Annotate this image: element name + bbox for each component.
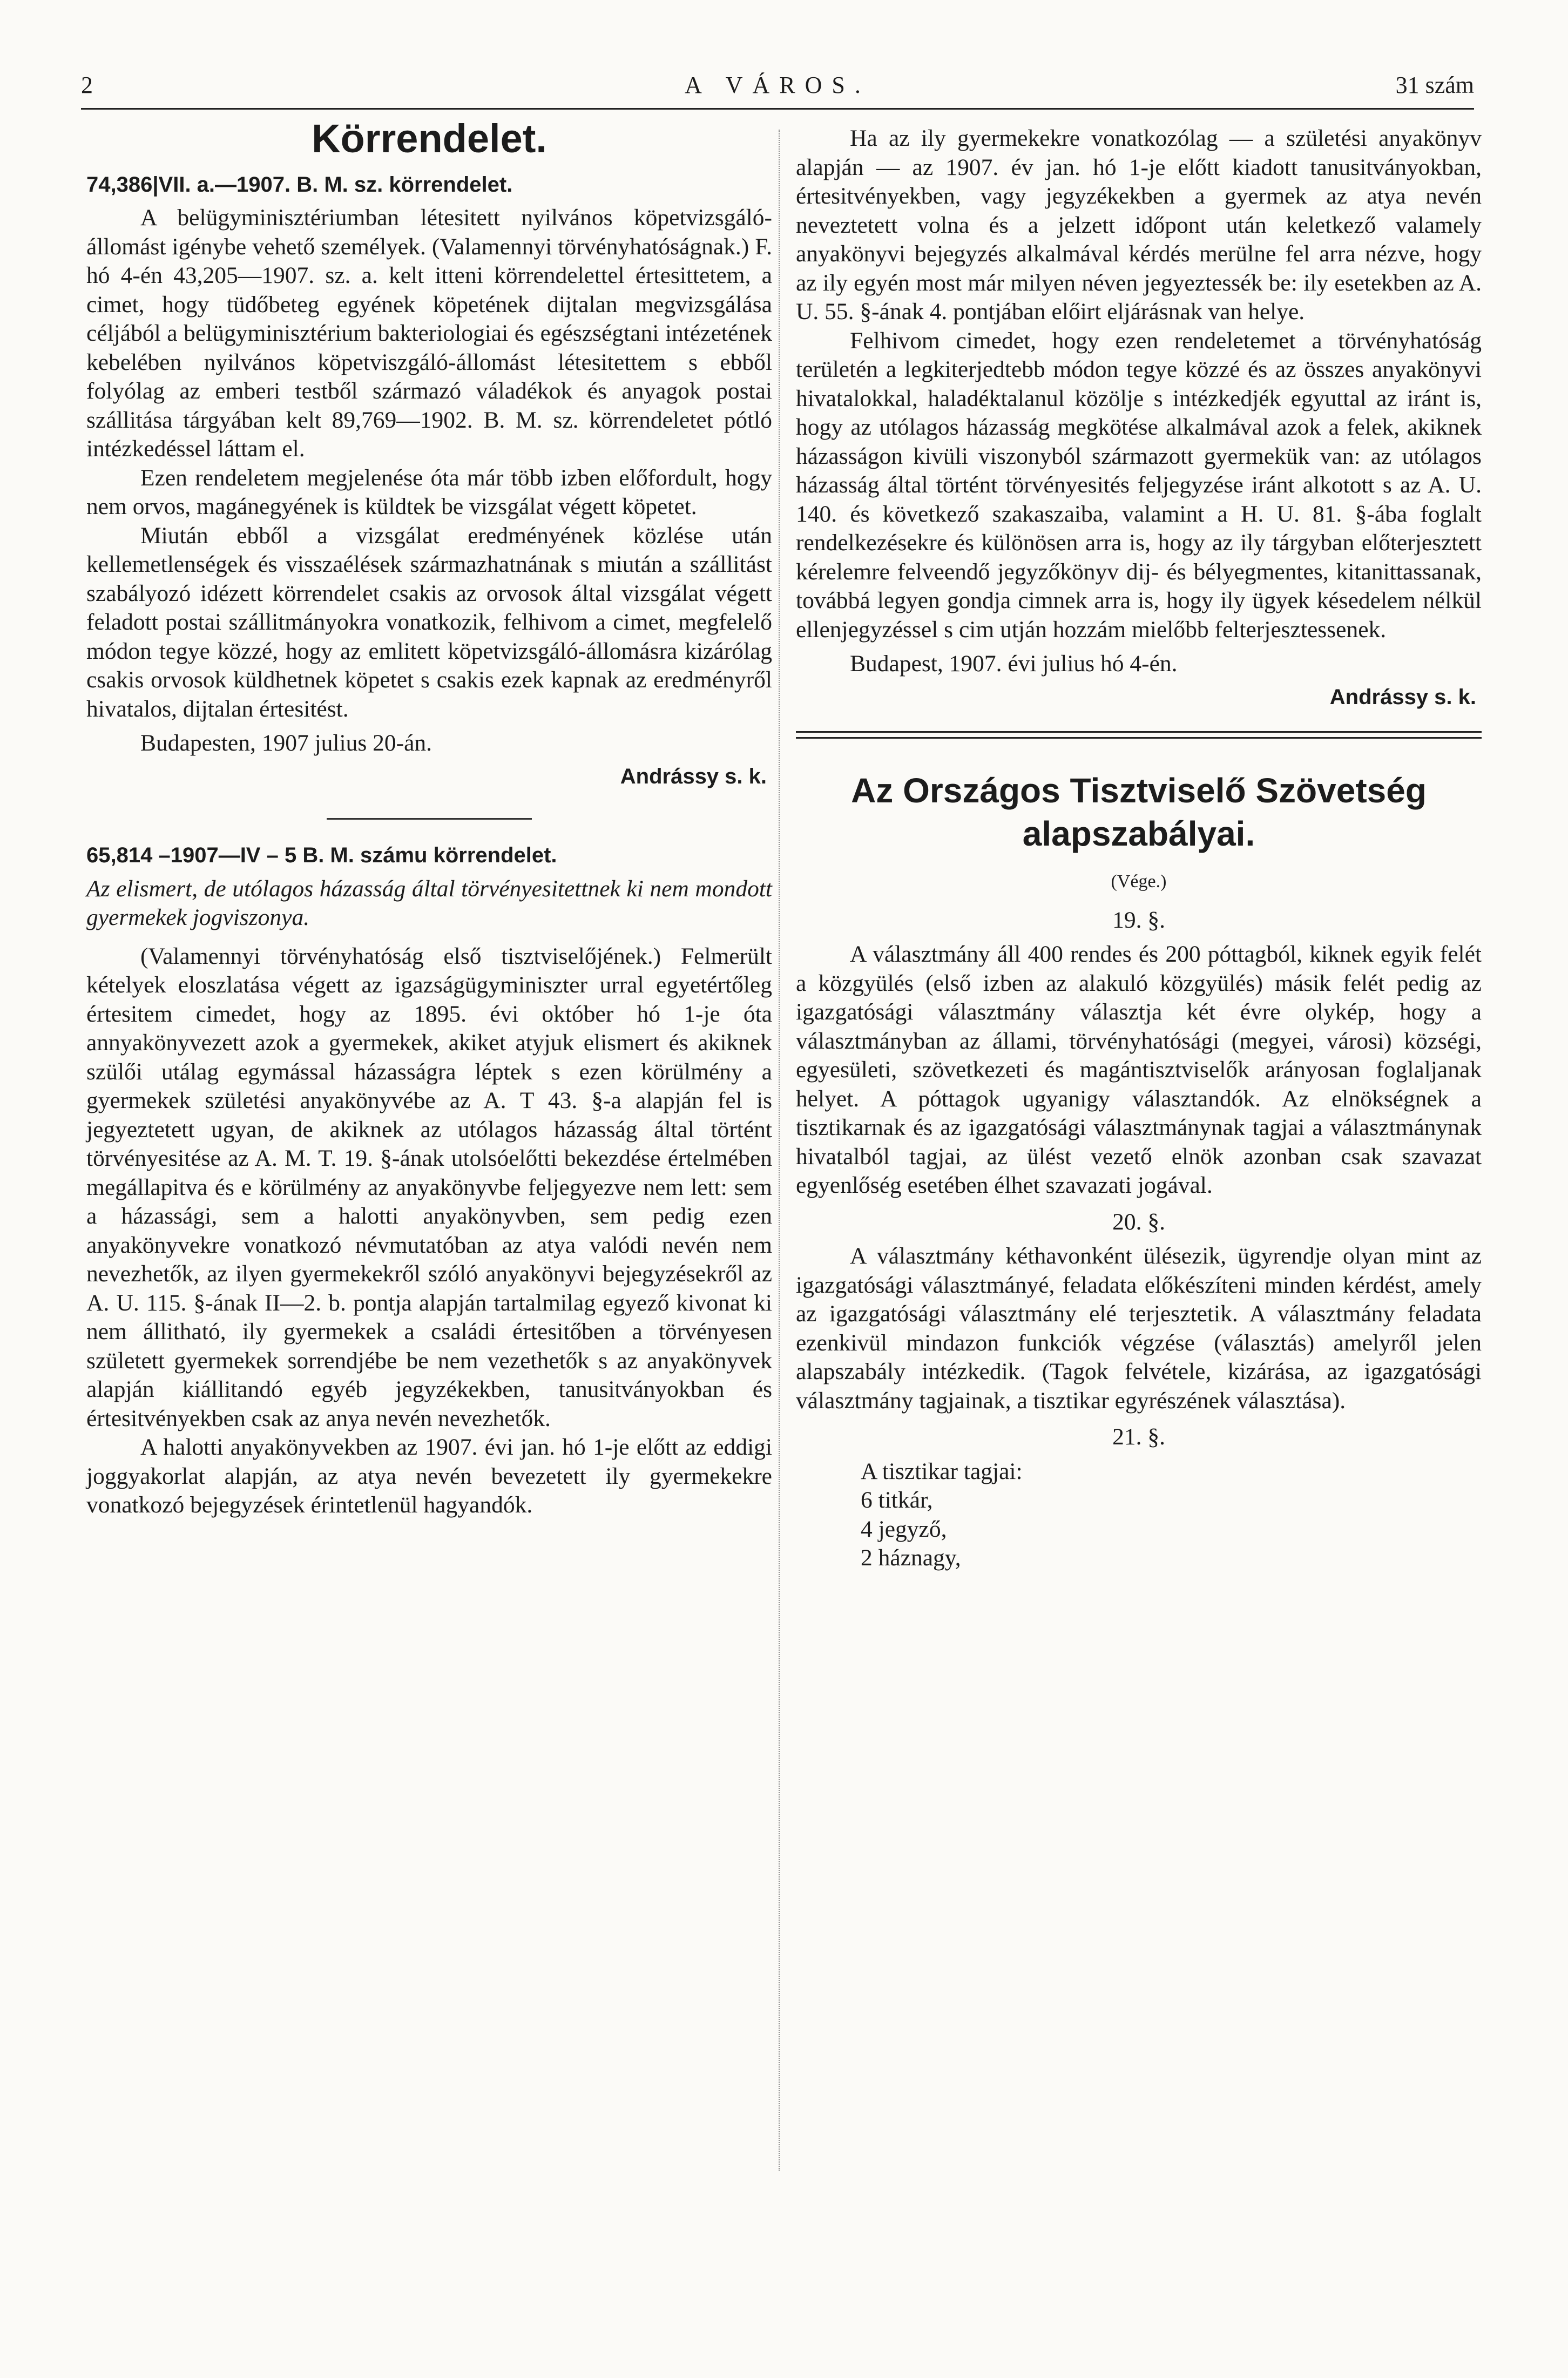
continuation-note: (Vége.) bbox=[1111, 872, 1167, 891]
double-rule bbox=[796, 731, 1482, 739]
paragraph: Felhivom cimedet, hogy ezen rendeletemet a törvényhatóság területén a legkiterjedtebb módon tegye közzé és az összes anyakönyvi hivatalokkal, haladéktalanul közölje s intézkedjék egyuttal az iránt is, hogy az utólagos házasság megkötése alkalmával azok a felek, akiknek házasságon kivüli viszonyból származott gyermekük van: az utólagos házasság által történt törvényesités feljegyzése iránt alkotott s az A. U. 140. és következő szakaszaiba, valamint a H. U. 81. §-ába foglalt rendelkezésekre és különösen arra is, hogy az ily tárgyban előterjesztett kérelemre felveendő jegyzőkönyv dij- és bélyegmentes, kitanittassanak, továbbá legyen gondja cimnek arra is, hogy ily ügyek késedelem nélkül ellenjegyzéssel s cim utján hozzám mielőbb felterjesztessenek. bbox=[796, 327, 1482, 643]
left-column bbox=[86, 116, 772, 1520]
list-intro: A tisztikar tagjai: bbox=[861, 1458, 1023, 1484]
paragraph: A választmány kéthavonként ülésezik, ügyrendje olyan mint az igazgatósági választmányé, feladata előkészíteni minden kérdést, amely az igazgatósági választmány elé terjesztetik. A választmány feladata ezenkivül mindazon funkciók végzése (választás) amelyről jelen alapszabály intézkedik. (Tagok felvétele, kizárása, az igazgatósági választmány tagjainak, a tisztikar egyrészének választása). bbox=[796, 1243, 1482, 1414]
paragraph: A választmány áll 400 rendes és 200 póttagból, kiknek egyik felét a közgyülés (első izben az alakuló közgyülés) másik felét pedig az igazgatósági választmány választja két évre olykép, hogy a választmányban az állami, törvényhatósági (megyei, városi) községi, egyesületi, szövetkezeti és magántisztviselők arányosan foglaljanak helyet. A póttagok ugyanigy választandók. Az elnökségnek a tisztikarnak és az igazgatósági választmánynak tagjai a választmánynak hivatalból tagjai, az ülést vezető elnök azonban csak szavazat egyenlőség esetében élhet szavazati jogával. bbox=[796, 941, 1482, 1198]
paragraph: A belügyminisztériumban létesitett nyilvános köpetvizsgáló-állomást igénybe vehető személyek. (Valamennyi törvényhatóságnak.) F. hó 4-én 43,205—1907. sz. a. kelt itteni körrendelettel értesittetem, a cimet, hogy tüdőbeteg egyének köpetének dijtalan megvizsgálása céljából a belügyminisztérium bakteriologiai és egészségtani intézetének kebelében nyilvános köpetviszgáló-állomást létesitettem s ebből folyólag az emberi testből származó váladékok és anyagok postai szállitása tárgyában kelt 89,769—1902. B. M. sz. körrendeletet pótló intézkedéssel láttam el. bbox=[86, 205, 772, 462]
list-item: 4 jegyző, bbox=[861, 1516, 947, 1542]
dateline: Budapesten, 1907 julius 20-án. bbox=[140, 730, 432, 756]
paragraph: (Valamennyi törvényhatóság első tisztviselőjének.) Felmerült kételyek eloszlatása végett az igazságügyminiszter urral egyetértőleg értesitem cimedet, hogy az 1895. évi október hó 1-je óta annyakönyvezett azok a gyermekek, akiket atyjuk elismert és akiknek szülői utálag egymással házasságra léptek s ezen körülmény a gyermekek születési anyakönyvébe az A. T 43. §-a alapján fel is jegyeztetett ugyan, de akiknek az utólagos házasság által történt törvényesitése az A. M. T. 19. §-ának utolsóelőtti bekezdése értelmében megállapitva és e körülmény az anyakönyvbe feljegyezve nem lett: sem a házassági, sem a halotti anyakönyvben, sem pedig ezen anyakönyvekre vonatkozó névmutatóban az atya valódi nevén nem nevezhetők, az ilyen gyermekekről szóló anyakönyvi bejegyzésekről az A. U. 115. §-ának II—2. b. pontja alapján tartalmilag egyező kivonat ki nem állitható, ily gyermekek a családi értesitőben a törvényesen született gyermekek sorrendjébe be nem vezethetők s az anyakönyvek alapján kiállitandó egyéb jegyzékekben, tanusitványokban és értesitvényekben csak az anya nevén nevezhetők. bbox=[86, 943, 772, 1431]
header-rule bbox=[81, 108, 1474, 110]
list-item: 2 háznagy, bbox=[861, 1545, 961, 1571]
paragraph: Ha az ily gyermekekre vonatkozólag — a születési anyakönyv alapján — az 1907. év jan. hó 1-je előtt kiadott tanusitványokban, értesitvényekben, vagy jegyzékekben a gyermek az atya nevén neveztetett volna és a jelzett időpont után keletkező valamely anyakönyvi bejegyzés alkalmával kérdés merülne fel arra nézve, hogy az ily egyén most már milyen néven jegyeztessék be: ily esetekben az A. U. 55. §-ának 4. pontjában előirt eljárásnak van helye. bbox=[796, 125, 1482, 325]
right-column bbox=[796, 124, 1482, 1573]
paragraph: A halotti anyakönyvekben az 1907. évi jan. hó 1-je előtt az eddigi joggyakorlat alapján, az atya nevén bevezetett ily gyermekekre vonatkozó bejegyzések érintetlenül hagyandók. bbox=[86, 1434, 772, 1518]
decree-reference: 65,814 –1907—IV – 5 B. M. számu körrendelet. bbox=[86, 843, 557, 867]
dateline: Budapest, 1907. évi julius hó 4-én. bbox=[850, 651, 1178, 677]
list-item: 6 titkár, bbox=[861, 1487, 933, 1513]
page-number: 2 bbox=[81, 72, 93, 98]
decree-subject: Az elismert, de utólagos házasság által törvényesitettnek ki nem mondott gyermekek jogviszonya. bbox=[86, 875, 772, 930]
signature: Andrássy s. k. bbox=[1329, 685, 1476, 709]
section-heading: 20. §. bbox=[1112, 1208, 1165, 1235]
paragraph: Miután ebből a vizsgálat eredményének közlése után kellemetlenségek és visszaélések származhatnának s miután a szállitást szabályozó idézett körrendelet csakis az orvosok által vizsgálat végett feladott postai szállitmányokra vonatkozik, felhivom a cimet, megfelelő módon tegye közzé, hogy az emlitett köpetvizsgáló-állomásra kizárólag csakis orvosok küldhetnek köpetet s csakis ezek kapnak az eredményről hivatalos, dijtalan értesitést. bbox=[86, 522, 772, 722]
article-title-korrendelet: Körrendelet. bbox=[312, 116, 547, 161]
separator-rule bbox=[327, 818, 532, 820]
page-header bbox=[81, 71, 1474, 109]
section-heading: 21. §. bbox=[1112, 1424, 1165, 1450]
signature: Andrássy s. k. bbox=[620, 764, 767, 788]
decree-reference: 74,386|VII. a.—1907. B. M. sz. körrendelet. bbox=[86, 172, 513, 197]
section-heading: 19. §. bbox=[1112, 907, 1165, 933]
issue-number: 31 szám bbox=[1395, 72, 1474, 98]
article-title-alapszabalyai: Az Országos Tisztviselő Szövetség alapszabályai. bbox=[851, 771, 1427, 853]
paragraph: Ezen rendeletem megjelenése óta már több izben előfordult, hogy nem orvos, magánegyének is küldtek be vizsgálat végett köpetet. bbox=[86, 464, 772, 519]
masthead: A VÁROS. bbox=[685, 72, 870, 98]
column-divider bbox=[779, 130, 780, 2171]
